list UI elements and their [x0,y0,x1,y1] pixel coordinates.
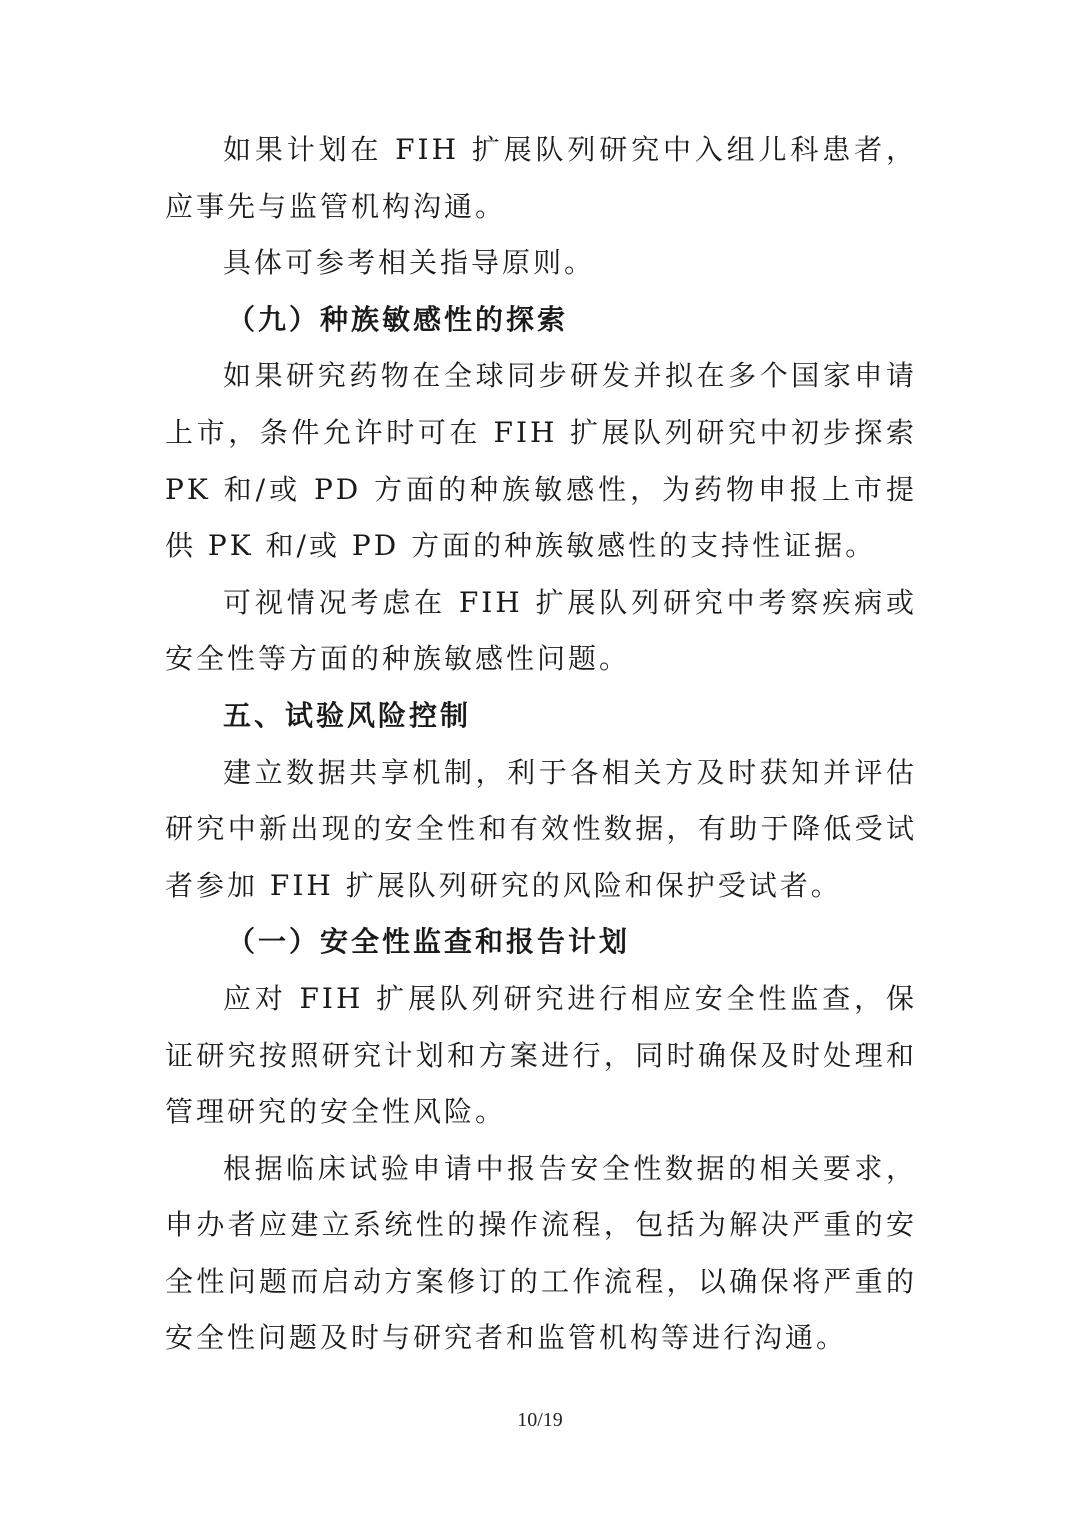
paragraph-ethnic-sensitivity-issues: 可视情况考虑在 FIH 扩展队列研究中考察疾病或安全性等方面的种族敏感性问题。 [165,585,917,676]
paragraph-safety-reporting: 根据临床试验申请中报告安全性数据的相关要求，申办者应建立系统性的操作流程，包括为解决严重的安全性问题而启动方案修订的工作流程，以确保将严重的安全性问题及时与研究者和监管机构等进行沟通。 [165,1151,917,1355]
paragraph-ethnic-sensitivity-exploration: 如果研究药物在全球同步研发并拟在多个国家申请上市，条件允许时可在 FIH 扩展队列研究中初步探索 PK 和/或 PD 方面的种族敏感性，为药物申报上市提供 PK 和/或 PD 方面的种族敏感性的支持性证据。 [165,359,917,563]
document-body [165,122,917,1367]
paragraph-pediatric-enrollment: 如果计划在 FIH 扩展队列研究中入组儿科患者，应事先与监管机构沟通。 [165,133,917,223]
paragraph-guideline-reference: 具体可参考相关指导原则。 [223,246,596,280]
section-heading-safety-monitoring: （一）安全性监查和报告计划 [227,925,631,959]
paragraph-safety-monitoring: 应对 FIH 扩展队列研究进行相应安全性监查，保证研究按照研究计划和方案进行，同时确保及时处理和管理研究的安全性风险。 [165,981,917,1129]
page-number: 10/19 [517,1409,563,1431]
section-heading-ethnic-sensitivity: （九）种族敏感性的探索 [227,302,569,336]
paragraph-data-sharing: 建立数据共享机制，利于各相关方及时获知并评估研究中新出现的安全性和有效性数据，有助于降低受试者参加 FIH 扩展队列研究的风险和保护受试者。 [165,755,917,902]
section-heading-risk-control: 五、试验风险控制 [223,698,472,732]
